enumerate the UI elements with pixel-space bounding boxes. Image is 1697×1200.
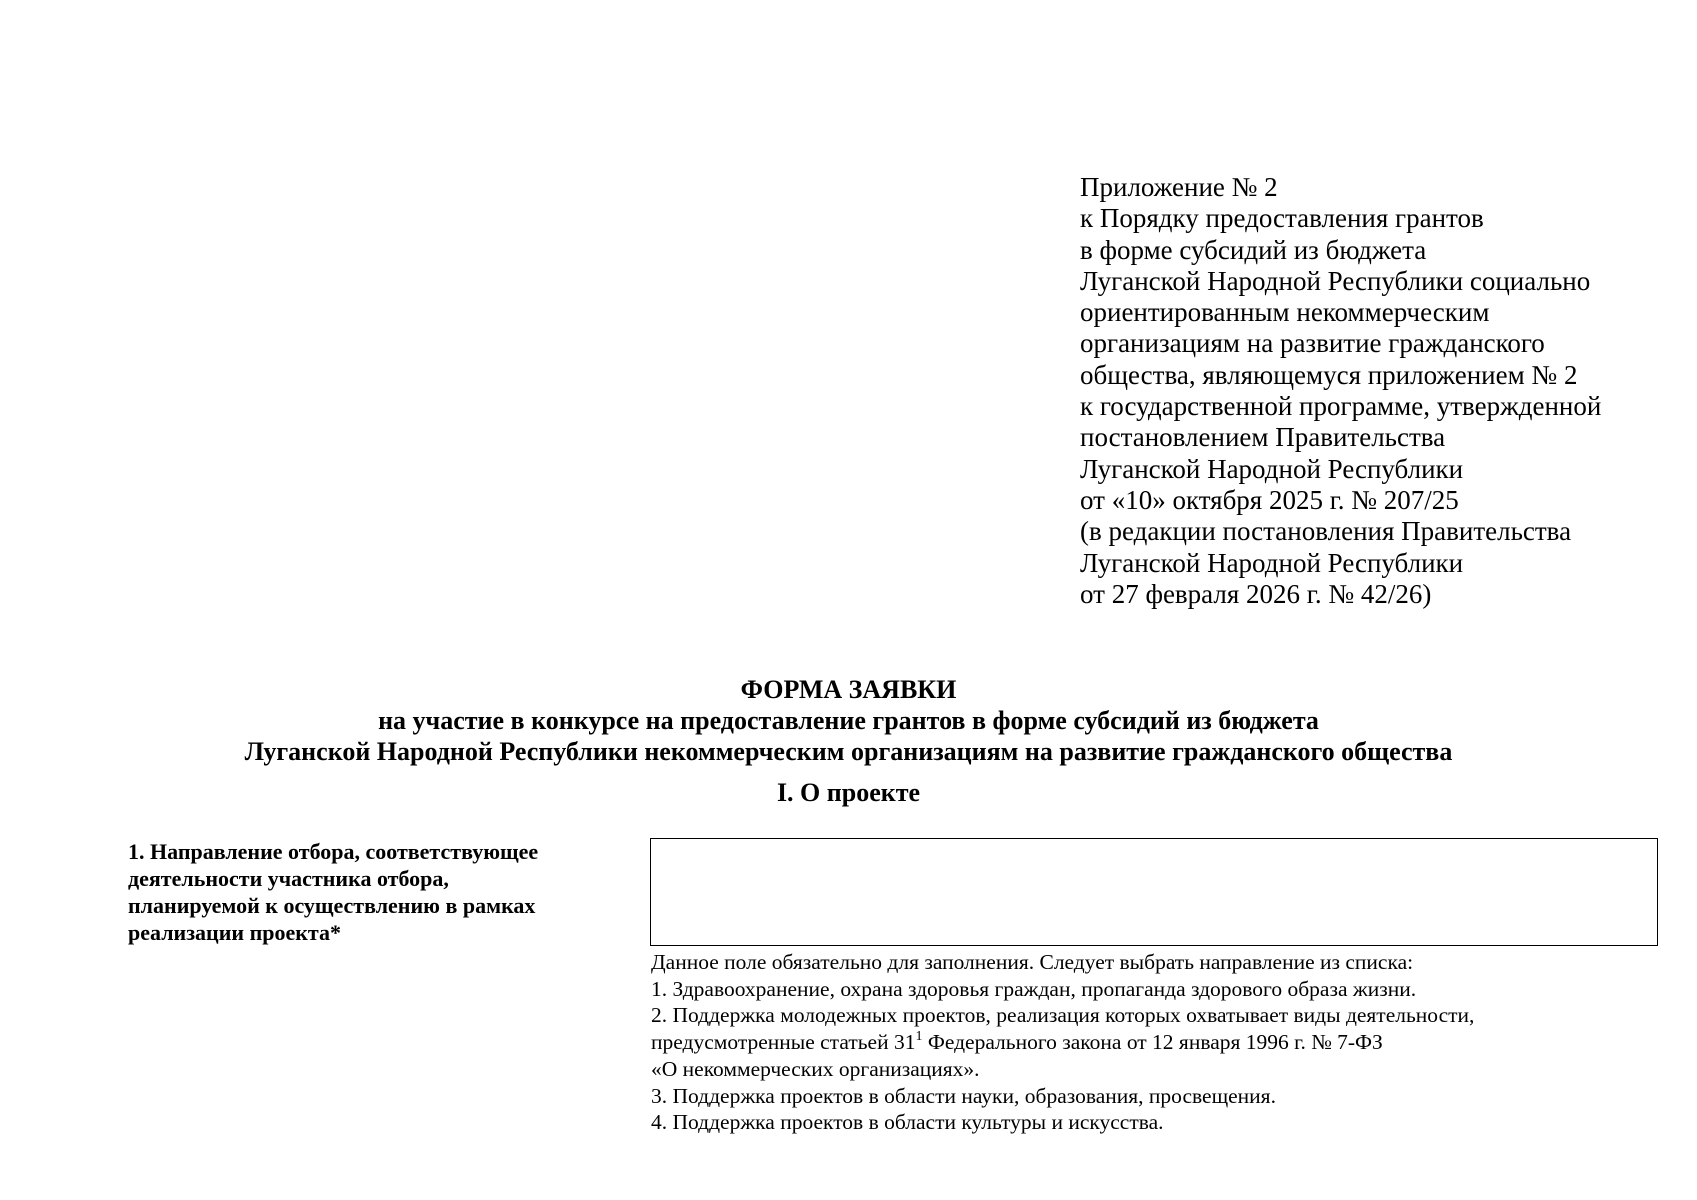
question-1-label: [128, 838, 648, 946]
form-subtitle-line: Луганской Народной Республики некоммерческим организациям на развитие гражданского общества: [244, 737, 1453, 766]
appendix-line: постановлением Правительства: [1080, 422, 1446, 453]
appendix-line: Луганской Народной Республики: [1080, 453, 1464, 484]
question-1-hint: [651, 949, 1661, 1136]
hint-option-2-superscript: 1: [915, 1029, 923, 1045]
section-title: I. О проекте: [776, 778, 921, 807]
appendix-line: организациям на развитие гражданского: [1080, 328, 1545, 359]
form-heading: ФОРМА ЗАЯВКИ: [740, 675, 957, 704]
appendix-note: [1080, 172, 1680, 610]
appendix-line: к государственной программе, утвержденной: [1080, 391, 1602, 422]
appendix-line: Луганской Народной Республики: [1080, 547, 1464, 578]
hint-option-2-line-1: 2. Поддержка молодежных проектов, реализация которых охватывает виды деятельности,: [651, 1003, 1475, 1028]
hint-option-3: 3. Поддержка проектов в области науки, образования, просвещения.: [651, 1083, 1276, 1108]
hint-option-2-line-2: [651, 1029, 1661, 1056]
appendix-line: (в редакции постановления Правительства: [1080, 516, 1572, 547]
appendix-line: ориентированным некоммерческим: [1080, 297, 1490, 328]
hint-option-4: 4. Поддержка проектов в области культуры и искусства.: [651, 1110, 1164, 1135]
question-1-answer-field[interactable]: [650, 838, 1658, 946]
appendix-line: общества, являющемуся приложением № 2: [1080, 359, 1578, 390]
hint-option-2-text: предусмотренные статьей 31: [651, 1030, 916, 1055]
appendix-line: от 27 февраля 2026 г. № 42/26): [1080, 578, 1432, 609]
hint-option-2-line-3: «О некоммерческих организациях».: [651, 1056, 980, 1081]
hint-option-2-text: Федерального закона от 12 января 1996 г. № 7-ФЗ: [922, 1030, 1383, 1055]
appendix-line: в форме субсидий из бюджета: [1080, 234, 1427, 265]
question-label-line: планируемой к осуществлению в рамках: [128, 893, 536, 918]
hint-intro: Данное поле обязательно для заполнения. Следует выбрать направление из списка:: [651, 950, 1414, 974]
appendix-line: от «10» октября 2025 г. № 207/25: [1080, 484, 1459, 515]
question-label-line: 1. Направление отбора, соответствующее: [128, 839, 539, 864]
question-label-line: деятельности участника отбора,: [128, 866, 449, 891]
appendix-line: к Порядку предоставления грантов: [1080, 203, 1484, 234]
hint-option-1: 1. Здравоохранение, охрана здоровья граждан, пропаганда здорового образа жизни.: [651, 976, 1417, 1001]
form-subtitle-line: на участие в конкурсе на предоставление грантов в форме субсидий из бюджета: [378, 706, 1319, 735]
form-title: [0, 674, 1697, 767]
appendix-line: Луганской Народной Республики социально: [1080, 265, 1591, 296]
question-label-line: реализации проекта*: [128, 920, 342, 945]
appendix-line: Приложение № 2: [1080, 172, 1278, 202]
